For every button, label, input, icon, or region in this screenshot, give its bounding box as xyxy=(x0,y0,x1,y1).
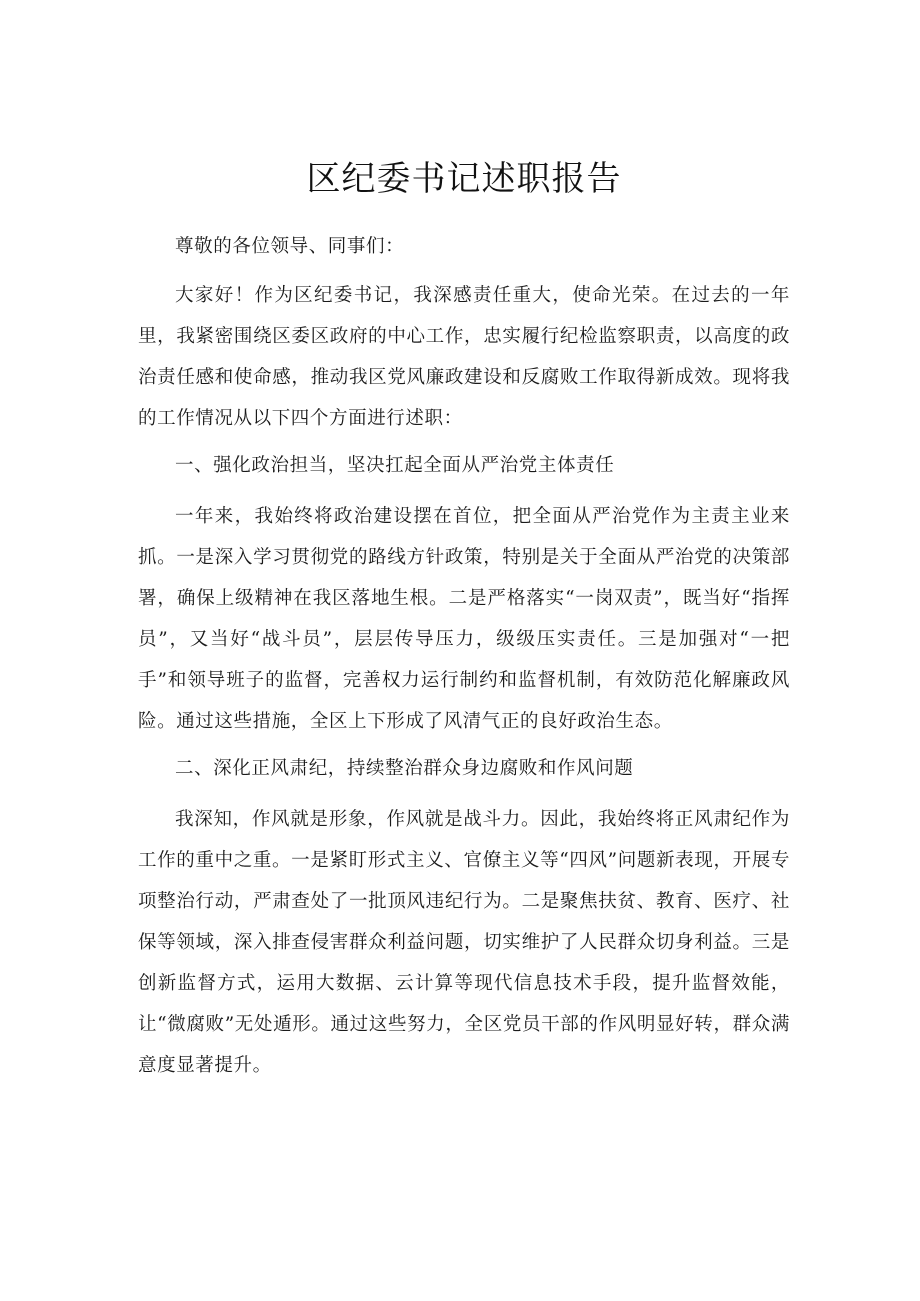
section-2-heading: 二、深化正风肃纪，持续整治群众身边腐败和作风问题 xyxy=(175,758,634,779)
document-body xyxy=(138,150,790,1092)
salutation: 尊敬的各位领导、同事们： xyxy=(175,236,405,257)
document-title: 区纪委书记述职报告 xyxy=(306,159,622,199)
section-1-heading: 一、强化政治担当，坚决扛起全面从严治党主体责任 xyxy=(175,455,615,476)
section-1-body: 一年来，我始终将政治建设摆在首位，把全面从严治党作为主责主业来抓。一是深入学习贯彻党的路线方针政策，特别是关于全面从严治党的决策部署，确保上级精神在我区落地生根。二是严格落实“一岗双责”，既当好“指挥员”，又当好“战斗员”，层层传导压力，级级压实责任。三是加强对“一把手”和领导班子的监督，完善权力运行制约和监督机制，有效防范化解廉政风险。通过这些措施，全区上下形成了风清气正的良好政治生态。 xyxy=(138,506,790,732)
intro-paragraph: 大家好！作为区纪委书记，我深感责任重大，使命光荣。在过去的一年里，我紧密围绕区委区政府的中心工作，忠实履行纪检监察职责，以高度的政治责任感和使命感，推动我区党风廉政建设和反腐败工作取得新成效。现将我的工作情况从以下四个方面进行述职： xyxy=(138,285,790,429)
section-2-body: 我深知，作风就是形象，作风就是战斗力。因此，我始终将正风肃纪作为工作的重中之重。一是紧盯形式主义、官僚主义等“四风”问题新表现，开展专项整治行动，严肃查处了一批顶风违纪行为。二是聚焦扶贫、教育、医疗、社保等领域，深入排查侵害群众利益问题，切实维护了人民群众切身利益。三是创新监督方式，运用大数据、云计算等现代信息技术手段，提升监督效能，让“微腐败”无处遁形。通过这些努力，全区党员干部的作风明显好转，群众满意度显著提升。 xyxy=(138,809,790,1076)
